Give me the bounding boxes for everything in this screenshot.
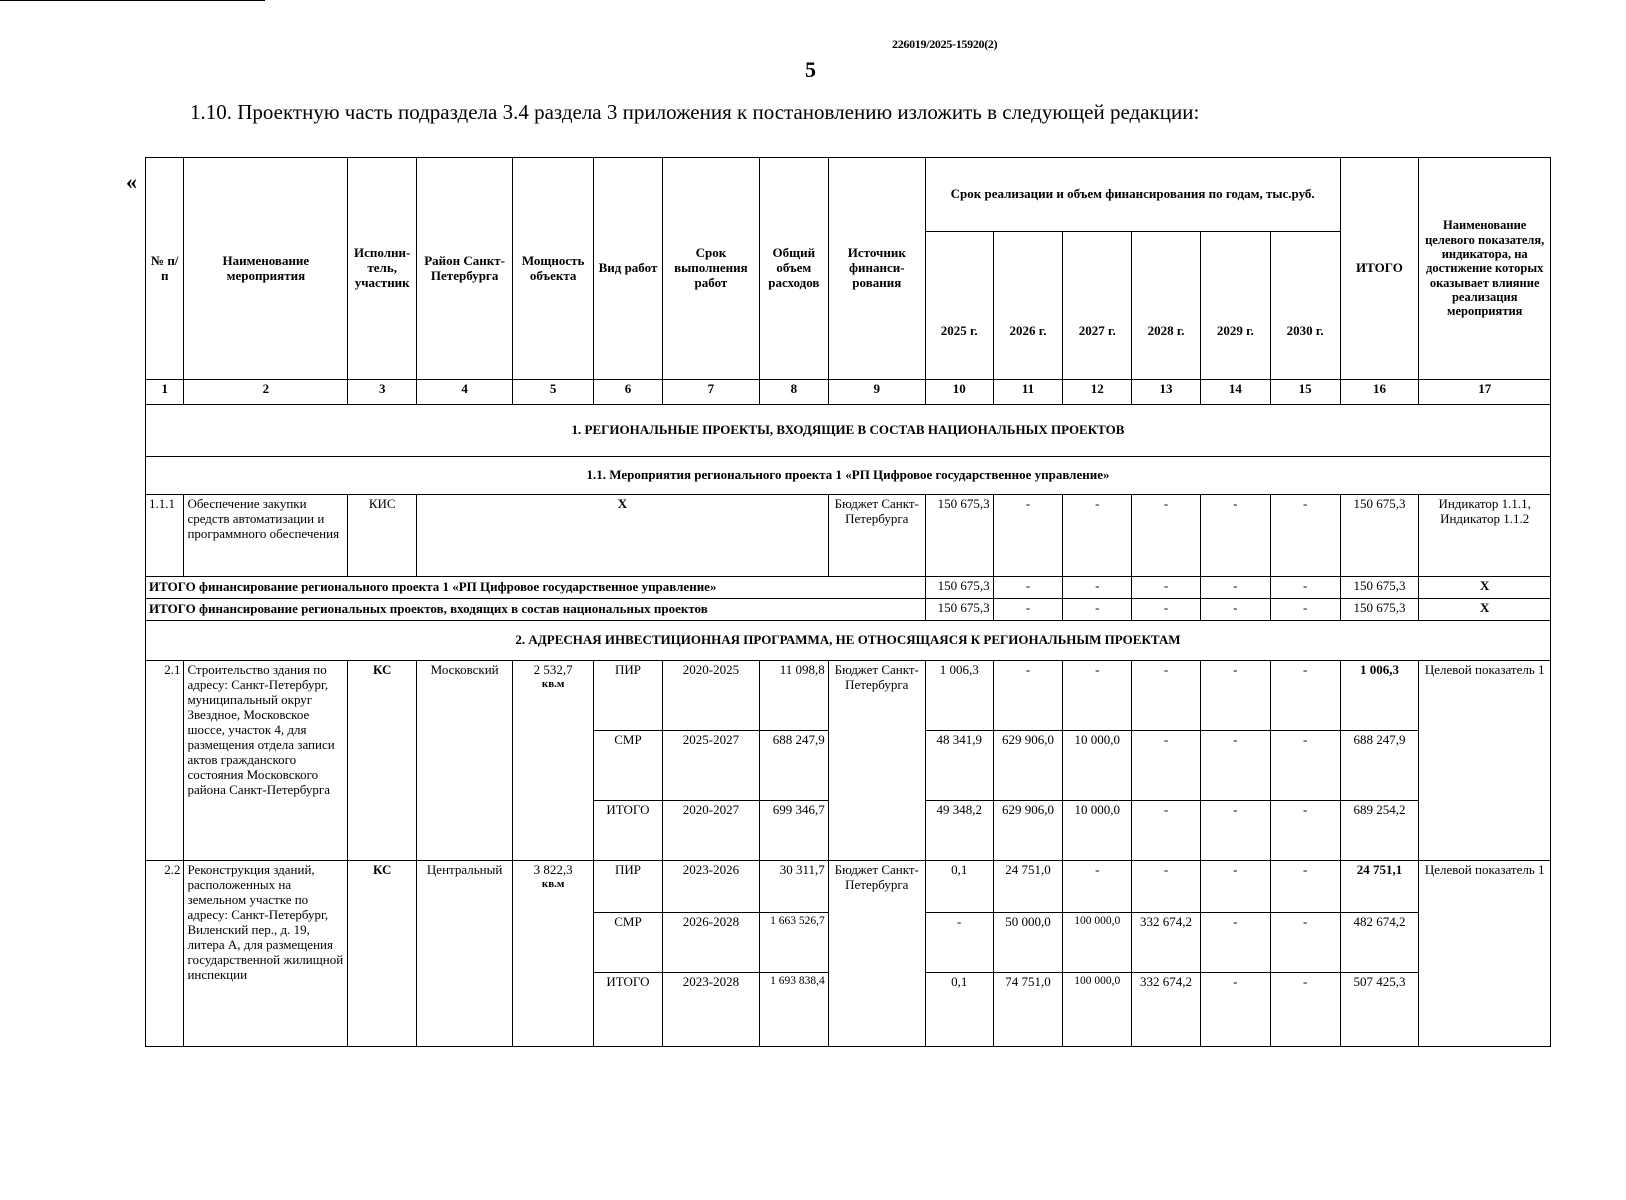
total-label: ИТОГО финансирование региональных проектов, входящих в состав национальных проектов — [146, 599, 926, 621]
total-year-value: - — [1132, 599, 1201, 621]
program-table — [145, 157, 1551, 1047]
row-year-value: 150 675,3 — [925, 495, 993, 577]
row-num: 2.2 — [146, 861, 184, 1047]
row-executor: КС — [348, 861, 417, 1047]
col-number: 4 — [417, 380, 513, 405]
row-year-value: - — [1270, 973, 1340, 1047]
row-year-value: 10 000,0 — [1063, 731, 1132, 801]
row-year-value: - — [993, 495, 1063, 577]
capacity-unit: кв.м — [541, 877, 565, 890]
row-itogo: 482 674,2 — [1340, 913, 1419, 973]
total-year-value: - — [1270, 599, 1340, 621]
row-period: 2026-2028 — [662, 913, 759, 973]
row-year-value: - — [1270, 861, 1340, 913]
row-itogo: 24 751,1 — [1340, 861, 1419, 913]
row-year-value: - — [1132, 661, 1201, 731]
row-total-cost: 30 311,7 — [759, 861, 828, 913]
row-year-value: 48 341,9 — [925, 731, 993, 801]
row-year-value: - — [1200, 913, 1270, 973]
header-district: Район Санкт-Петербурга — [417, 158, 513, 380]
row-year-value: - — [1200, 973, 1270, 1047]
row-num: 1.1.1 — [146, 495, 184, 577]
row-year-value: 100 000,0 — [1063, 913, 1132, 973]
header-period: Срок выполнения работ — [662, 158, 759, 380]
row-year-value: 0,1 — [925, 973, 993, 1047]
header-source: Источник финанси-рования — [828, 158, 925, 380]
row-work-type: ПИР — [594, 861, 663, 913]
row-executor: КИС — [348, 495, 417, 577]
row-itogo: 689 254,2 — [1340, 801, 1419, 861]
capacity-value: 2 532,7 — [533, 662, 573, 677]
row-year-value: 10 000,0 — [1063, 801, 1132, 861]
row-year-value: - — [1132, 731, 1201, 801]
row-total-cost: 1 663 526,7 — [759, 913, 828, 973]
table-row — [146, 495, 1551, 577]
col-number: 16 — [1340, 380, 1419, 405]
top-rule — [0, 0, 265, 1]
row-year-value: - — [1200, 495, 1270, 577]
total-itogo: 150 675,3 — [1340, 599, 1419, 621]
row-num: 2.1 — [146, 661, 184, 861]
col-number: 17 — [1419, 380, 1551, 405]
row-year-value: - — [1270, 731, 1340, 801]
col-number: 11 — [993, 380, 1063, 405]
total-year-value: - — [993, 599, 1063, 621]
row-year-value: - — [1200, 861, 1270, 913]
row-year-value: 24 751,0 — [993, 861, 1063, 913]
header-name: Наименование мероприятия — [184, 158, 348, 380]
header-year: 2029 г. — [1200, 232, 1270, 380]
row-year-value: - — [925, 913, 993, 973]
row-year-value: 332 674,2 — [1132, 973, 1201, 1047]
row-period: 2020-2027 — [662, 801, 759, 861]
total-year-value: - — [1063, 599, 1132, 621]
total-year-value: - — [1200, 599, 1270, 621]
total-year-value: - — [993, 577, 1063, 599]
total-x-mark: Х — [1419, 577, 1551, 599]
row-year-value: - — [1200, 661, 1270, 731]
row-year-value: - — [1132, 495, 1201, 577]
col-number: 15 — [1270, 380, 1340, 405]
row-year-value: - — [1200, 801, 1270, 861]
row-year-value: - — [1132, 801, 1201, 861]
row-work-type: ПИР — [594, 661, 663, 731]
row-year-value: - — [1270, 801, 1340, 861]
row-year-value: - — [1063, 861, 1132, 913]
header-year: 2030 г. — [1270, 232, 1340, 380]
row-source: Бюджет Санкт-Петербурга — [828, 861, 925, 1047]
header-year: 2025 г. — [925, 232, 993, 380]
col-number: 6 — [594, 380, 663, 405]
header-executor: Исполни-тель, участник — [348, 158, 417, 380]
page-heading: 1.10. Проектную часть подраздела 3.4 раздела 3 приложения к постановлению изложить в следующей редакции: — [190, 100, 1200, 124]
row-x-mark: Х — [417, 495, 829, 577]
row-name: Реконструкция зданий, расположенных на земельном участке по адресу: Санкт-Петербург, Виленский пер., д. 19, литера А, для размещения государственной жилищной инспекции — [184, 861, 348, 1047]
row-itogo: 1 006,3 — [1340, 661, 1419, 731]
section-1-title: 1. РЕГИОНАЛЬНЫЕ ПРОЕКТЫ, ВХОДЯЩИЕ В СОСТАВ НАЦИОНАЛЬНЫХ ПРОЕКТОВ — [146, 405, 1551, 457]
capacity-unit: кв.м — [541, 677, 565, 690]
col-number: 8 — [759, 380, 828, 405]
row-total-cost: 1 693 838,4 — [759, 973, 828, 1047]
col-number: 12 — [1063, 380, 1132, 405]
header-num: № п/п — [146, 158, 184, 380]
column-numbers-row — [146, 380, 1551, 405]
row-year-value: - — [1270, 495, 1340, 577]
row-source: Бюджет Санкт-Петербурга — [828, 495, 925, 577]
row-year-value: 1 006,3 — [925, 661, 993, 731]
row-district: Центральный — [417, 861, 513, 1047]
document-number: 226019/2025-15920(2) — [892, 37, 998, 51]
row-period: 2020-2025 — [662, 661, 759, 731]
row-year-value: - — [1270, 661, 1340, 731]
row-year-value: 100 000,0 — [1063, 973, 1132, 1047]
row-year-value: 0,1 — [925, 861, 993, 913]
row-source: Бюджет Санкт-Петербурга — [828, 661, 925, 861]
row-capacity — [513, 661, 594, 861]
row-total-cost: 688 247,9 — [759, 731, 828, 801]
row-name: Обеспечение закупки средств автоматизации и программного обеспечения — [184, 495, 348, 577]
row-year-value: 49 348,2 — [925, 801, 993, 861]
row-year-value: 50 000,0 — [993, 913, 1063, 973]
row-executor: КС — [348, 661, 417, 861]
header-work-type: Вид работ — [594, 158, 663, 380]
row-period: 2025-2027 — [662, 731, 759, 801]
row-capacity — [513, 861, 594, 1047]
page-number: 5 — [805, 57, 816, 82]
row-year-value: - — [1132, 861, 1201, 913]
header-funding-group: Срок реализации и объем финансирования по годам, тыс.руб. — [925, 158, 1340, 232]
row-indicator: Индикатор 1.1.1, Индикатор 1.1.2 — [1419, 495, 1551, 577]
header-capacity: Мощность объекта — [513, 158, 594, 380]
row-year-value: 629 906,0 — [993, 731, 1063, 801]
total-year-value: 150 675,3 — [925, 577, 993, 599]
row-work-type: СМР — [594, 731, 663, 801]
header-year: 2026 г. — [993, 232, 1063, 380]
col-number: 13 — [1132, 380, 1201, 405]
capacity-value: 3 822,3 — [533, 862, 573, 877]
total-year-value: 150 675,3 — [925, 599, 993, 621]
col-number: 2 — [184, 380, 348, 405]
row-period: 2023-2026 — [662, 861, 759, 913]
row-year-value: 629 906,0 — [993, 801, 1063, 861]
row-total-cost: 11 098,8 — [759, 661, 828, 731]
total-year-value: - — [1063, 577, 1132, 599]
table-row — [146, 861, 1551, 913]
col-number: 9 — [828, 380, 925, 405]
header-total-cost: Общий объем расходов — [759, 158, 828, 380]
row-district: Московский — [417, 661, 513, 861]
row-work-type: ИТОГО — [594, 801, 663, 861]
row-work-type: ИТОГО — [594, 973, 663, 1047]
header-itogo: ИТОГО — [1340, 158, 1419, 380]
opening-quote: « — [126, 169, 137, 194]
col-number: 1 — [146, 380, 184, 405]
col-number: 5 — [513, 380, 594, 405]
row-itogo: 688 247,9 — [1340, 731, 1419, 801]
total-year-value: - — [1200, 577, 1270, 599]
col-number: 10 — [925, 380, 993, 405]
row-year-value: 74 751,0 — [993, 973, 1063, 1047]
row-year-value: - — [1270, 913, 1340, 973]
total-itogo: 150 675,3 — [1340, 577, 1419, 599]
col-number: 14 — [1200, 380, 1270, 405]
row-itogo: 150 675,3 — [1340, 495, 1419, 577]
row-year-value: - — [1063, 495, 1132, 577]
subsection-1-1-title: 1.1. Мероприятия регионального проекта 1 «РП Цифровое государственное управление» — [146, 457, 1551, 495]
total-label: ИТОГО финансирование регионального проекта 1 «РП Цифровое государственное управление» — [146, 577, 926, 599]
total-row — [146, 599, 1551, 621]
header-year: 2027 г. — [1063, 232, 1132, 380]
header-indicator: Наименование целевого показателя, индикатора, на достижение которых оказывает влияние реализация мероприятия — [1419, 158, 1551, 380]
total-x-mark: Х — [1419, 599, 1551, 621]
col-number: 7 — [662, 380, 759, 405]
row-itogo: 507 425,3 — [1340, 973, 1419, 1047]
total-row — [146, 577, 1551, 599]
total-year-value: - — [1270, 577, 1340, 599]
total-year-value: - — [1132, 577, 1201, 599]
col-number: 3 — [348, 380, 417, 405]
row-indicator: Целевой показатель 1 — [1419, 861, 1551, 1047]
table-row — [146, 661, 1551, 731]
row-period: 2023-2028 — [662, 973, 759, 1047]
row-year-value: 332 674,2 — [1132, 913, 1201, 973]
header-year: 2028 г. — [1132, 232, 1201, 380]
row-total-cost: 699 346,7 — [759, 801, 828, 861]
row-work-type: СМР — [594, 913, 663, 973]
row-indicator: Целевой показатель 1 — [1419, 661, 1551, 861]
row-year-value: - — [1063, 661, 1132, 731]
section-2-title: 2. АДРЕСНАЯ ИНВЕСТИЦИОННАЯ ПРОГРАММА, НЕ ОТНОСЯЩАЯСЯ К РЕГИОНАЛЬНЫМ ПРОЕКТАМ — [146, 621, 1551, 661]
row-name: Строительство здания по адресу: Санкт-Петербург, муниципальный округ Звездное, Московское шоссе, участок 4, для размещения отдела записи актов гражданского состояния Московского района Санкт-Петербурга — [184, 661, 348, 861]
row-year-value: - — [1200, 731, 1270, 801]
row-year-value: - — [993, 661, 1063, 731]
